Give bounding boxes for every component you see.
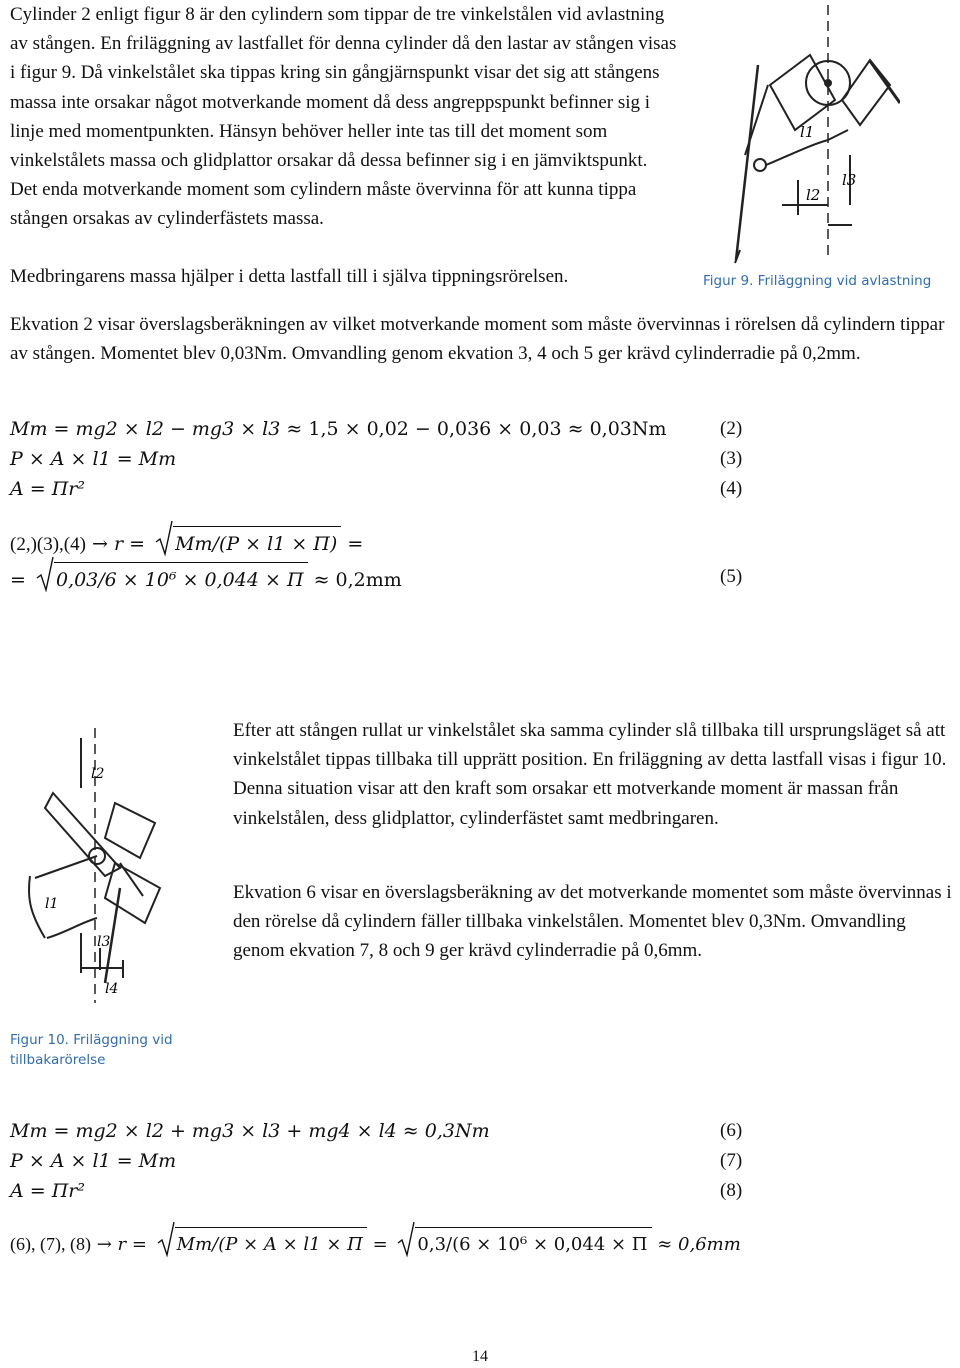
fig10-label-l2: l2 [91, 766, 105, 782]
fig9-label-l1: l1 [800, 123, 815, 141]
figure-10-diagram [25, 728, 205, 1003]
equation-7-number: (7) [720, 1150, 743, 1171]
equation-6-number: (6) [720, 1120, 743, 1141]
equation-5-number: (5) [720, 566, 743, 587]
figure-10-caption-line-1: Figur 10. Friläggning vid [10, 1032, 173, 1048]
equation-5-line-2: = 0,03/6 × 10⁶ × 0,044 × Π ≈ 0,2mm [10, 562, 402, 592]
equation-4-number: (4) [720, 478, 743, 499]
equation-7: P × A × l1 = Mm [10, 1150, 177, 1172]
fig9-label-l2: l2 [806, 186, 821, 204]
equation-4: A = Πr² [10, 478, 85, 500]
equation-2: Mm = mg2 × l2 − mg3 × l3 ≈ 1,5 × 0,02 − 0,036 × 0,03 ≈ 0,03Nm [10, 418, 667, 440]
equation-6: Mm = mg2 × l2 + mg3 × l3 + mg4 × l4 ≈ 0,3Nm [10, 1120, 490, 1142]
fig10-label-l4: l4 [105, 981, 119, 997]
fig9-label-l3: l3 [842, 171, 857, 189]
equation-5-line-1: (2,)(3),(4) → r = Mm/(P × l1 × Π) = [10, 526, 363, 556]
figure-10-caption [10, 1030, 173, 1070]
equation-3-number: (3) [720, 448, 743, 469]
page-number: 14 [472, 1348, 488, 1365]
figure-9-diagram [730, 5, 900, 265]
fig10-label-l1: l1 [45, 896, 59, 912]
paragraph-medbringare: Medbringarens massa hjälper i detta lastfall till i själva tippningsrörelsen. [10, 266, 569, 287]
figure-10-caption-line-2: tillbakarörelse [10, 1052, 106, 1068]
paragraph-ekvation-6: Ekvation 6 visar en överslagsberäkning av det motverkande momentet som måste övervinnas i den rörelse då cylindern fäller tillbaka vinkelstålen. Momentet blev 0,3Nm. Omvandling genom ekvation 7, 8 och 9 ger krävd cylinderradie på 0,6mm. [233, 882, 952, 962]
equation-9: (6), (7), (8) → r = Mm/(P × A × l1 × Π = 0,3/(6 × 10⁶ × 0,044 × Π ≈ 0,6mm [10, 1227, 741, 1257]
paragraph-cylinder-2: Cylinder 2 enligt figur 8 är den cylindern som tippar de tre vinkelstålen vid avlastning av stången. En friläggning av lastfallet för denna cylinder då den lastar av stången visas i figur 9. Då vinkelstålet ska tippas kring sin gångjärnspunkt visar det sig att stångens massa inte orsakar något motverkande moment då dess angreppspunkt befinner sig i linje med momentpunkten. Hänsyn behöver heller inte tas till det moment som vinkelstålets massa och glidplattor orsakar då dessa befinner sig i en jämviktspunkt. Det enda motverkande moment som cylindern måste övervinna för att kunna tippa stången orsakas av cylinderfästets massa. [10, 4, 677, 230]
paragraph-efter-att-stangen: Efter att stången rullat ur vinkelstålet ska samma cylinder slå tillbaka till ursprungsläget så att vinkelstålet tippas tillbaka till upprätt position. En friläggning av detta lastfall visas i figur 10. Denna situation visar att den kraft som orsakar ett motverkande moment är massan från vinkelstålen, dess glidplattor, cylinderfästet samt medbringaren. [233, 720, 947, 829]
equation-8: A = Πr² [10, 1180, 85, 1202]
fig10-label-l3: l3 [97, 934, 111, 950]
paragraph-ekvation-2: Ekvation 2 visar överslagsberäkningen av vilket motverkande moment som måste övervinnas i rörelsen då cylindern tippar av stången. Momentet blev 0,03Nm. Omvandling genom ekvation 3, 4 och 5 ger krävd cylinderradie på 0,2mm. [10, 314, 945, 365]
equation-3: P × A × l1 = Mm [10, 448, 177, 470]
figure-9-caption: Figur 9. Friläggning vid avlastning [703, 273, 932, 289]
equation-2-number: (2) [720, 418, 743, 439]
equation-8-number: (8) [720, 1180, 743, 1201]
